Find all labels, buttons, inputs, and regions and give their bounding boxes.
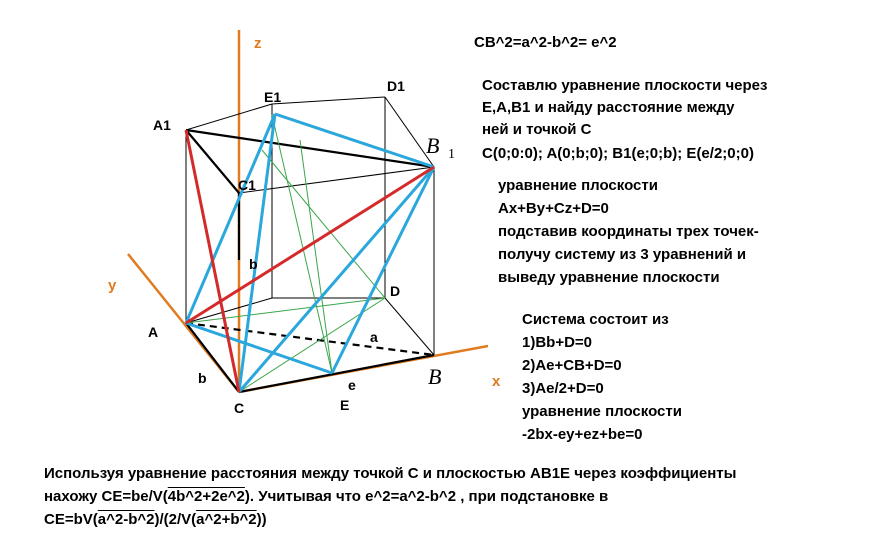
note-cb-squared: CB^2=a^2-b^2= e^2 — [474, 34, 617, 51]
note-plane-equation: -2bx-ey+ez+be=0 — [522, 426, 643, 443]
label-C1: C1 — [238, 177, 256, 193]
label-E: E — [340, 397, 350, 413]
note-line: ней и точкой С — [482, 121, 592, 138]
note-line: Ax+By+Cz+D=0 — [498, 200, 609, 217]
label-B1-letter: B — [426, 133, 440, 158]
note-line: получу систему из 3 уравнений и — [498, 246, 747, 263]
label-E1: E1 — [264, 89, 282, 105]
note-line: 1)Bb+D=0 — [522, 334, 593, 351]
note-line: уравнение плоскости — [522, 403, 682, 420]
label-e: e — [348, 377, 356, 393]
note-line: уравнение плоскости — [498, 177, 658, 194]
prism-thick-edges — [186, 130, 434, 392]
red-lines — [186, 130, 434, 392]
note-line: E,A,B1 и найду расстояние между — [482, 99, 735, 116]
label-D: D — [390, 283, 401, 299]
note-line: Система состоит из — [522, 311, 669, 328]
blue-plane — [186, 114, 434, 392]
bottom-line-1: Используя уравнение расстояния между точкой С и плоскостью AB1E через коэффициенты — [44, 465, 737, 482]
label-x: x — [492, 373, 501, 390]
label-C: C — [234, 400, 245, 416]
label-D1: D1 — [387, 78, 405, 94]
label-B1-sub: 1 — [448, 147, 455, 162]
note-line: подставив координаты трех точек- — [498, 223, 759, 240]
label-a: a — [370, 329, 378, 345]
label-B: B — [428, 364, 442, 389]
note-line: 2)Ae+CB+D=0 — [522, 357, 622, 374]
bottom-line-2: нахожу CE=be/V(4b^2+2e^2). Учитывая что e^2=a^2-b^2 , при подстановке в — [44, 488, 609, 505]
label-b-edge: b — [249, 256, 258, 272]
label-b-base: b — [198, 370, 207, 386]
note-coordinates: C(0;0:0); A(0;b;0); B1(e;0;b); E(e/2;0;0) — [482, 145, 754, 162]
bottom-line-3: CE=bV(a^2-b^2)/(2/V(a^2+b^2)) — [44, 511, 267, 528]
note-line: Составлю уравнение плоскости через — [482, 77, 768, 94]
note-line: 3)Ae/2+D=0 — [522, 380, 604, 397]
label-A: A — [148, 324, 159, 340]
label-z: z — [254, 35, 262, 52]
label-y: y — [108, 277, 117, 294]
label-A1: A1 — [153, 117, 171, 133]
note-line: выведу уравнение плоскости — [498, 269, 720, 286]
